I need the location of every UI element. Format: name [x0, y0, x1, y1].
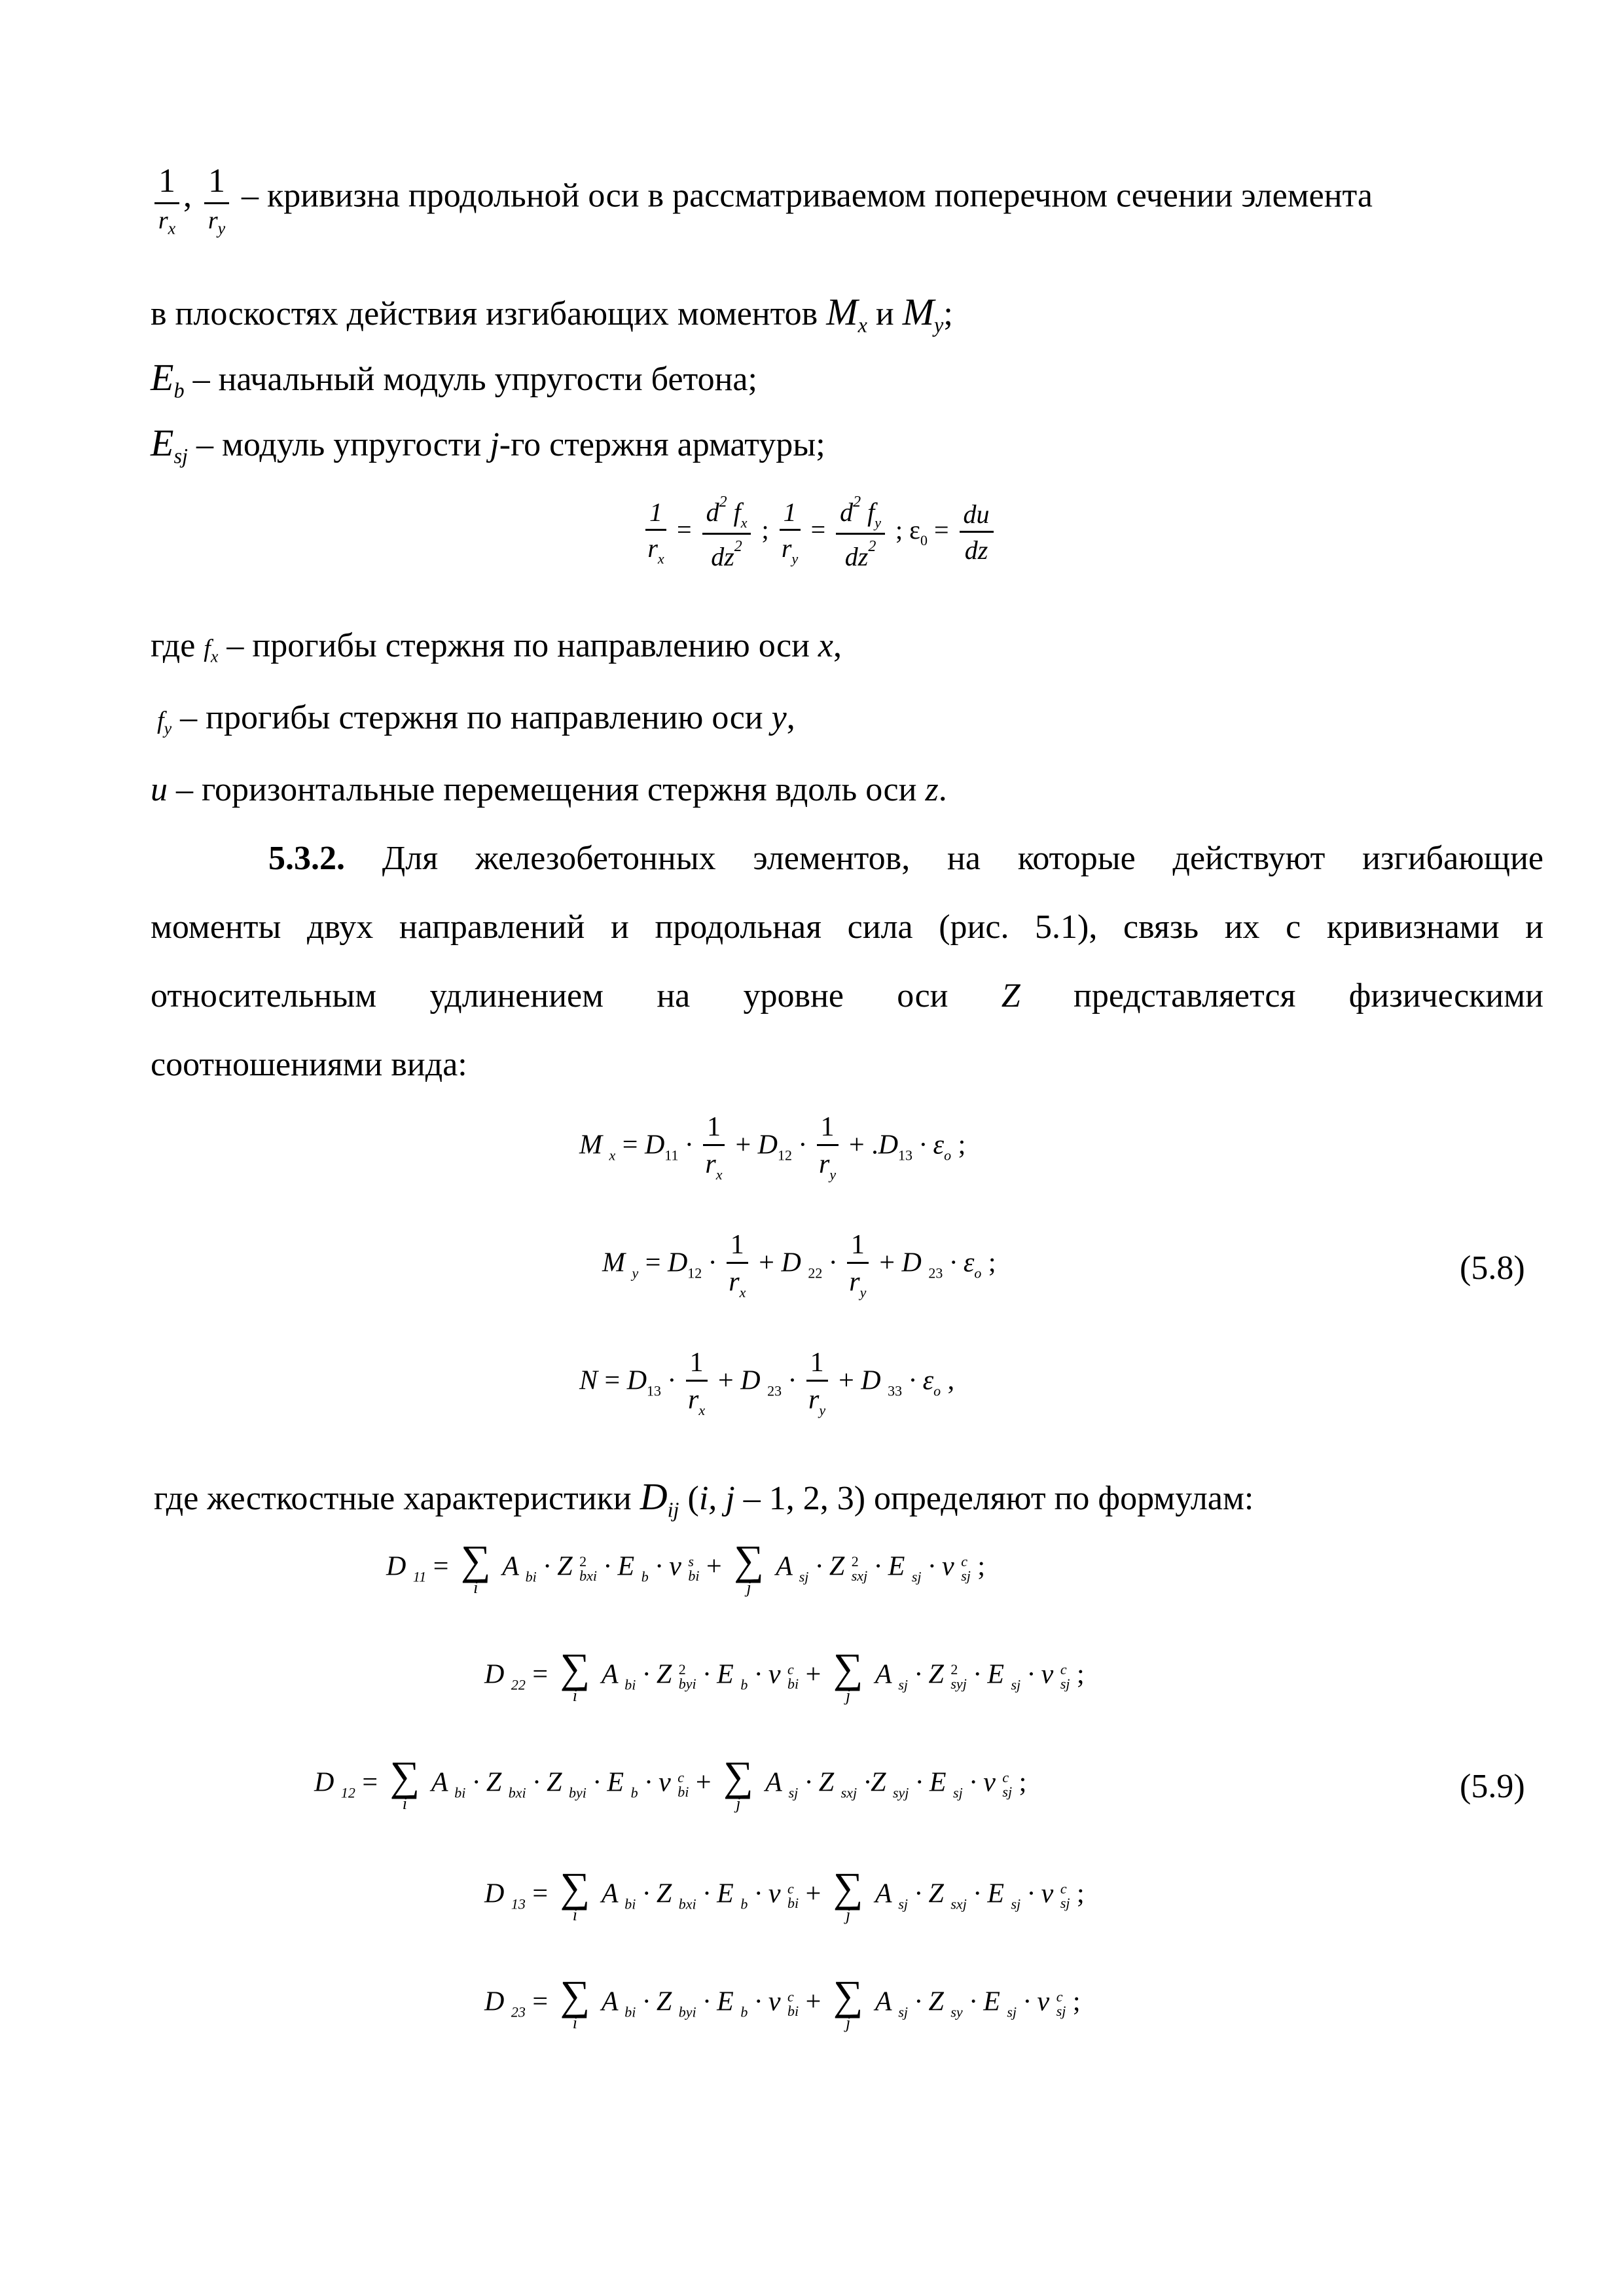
equation-number-5-9: (5.9) — [1460, 1768, 1525, 1805]
curvature-relations-formula: $\frac{1}{r_x}$ = $\frac{d^2 f_x}{dz^2}$ ; $\frac{1}{r_y}$ = $\frac{d^2 f_y}{dz^2}$ ; $\varepsilon_0$ = $\frac{du}{dz}$ — [641, 494, 998, 571]
esj-definition-line: $E_{sj}$ – модуль упругости j-го стержня арматуры; — [151, 422, 825, 468]
paragraph-line-3: относительным удлинением на уровне оси Z представляется физическими — [151, 977, 1543, 1014]
paragraph-line-2: моменты двух направлений и продольная сила (рис. 5.1), связь их с кривизнами и — [151, 908, 1543, 946]
equation-d22: D $_{22}$ = ∑ i A $_{bi}$ · Z 2 byi · E $_b$ · ν c bi + ∑ j A $_{sj}$ · Z 2 syj · E $_{sj}$ · ν c sj ; — [484, 1645, 1085, 1705]
equation-d12: D $_{12}$ = ∑ i A $_{bi}$ · Z $_{bxi}$ · Z $_{byi}$ · E $_b$ · ν c bi + ∑ j A $_{sj}$ · Z $_{sxj}$ ·Z $_{syj}$ · E $_{sj}$ · ν c sj ; — [314, 1753, 1027, 1813]
equation-my: M $_y = D_{12}$ · $\frac{1}{r_x}$ + D $_{22}$ · $\frac{1}{r_y}$ + D $_{23} \cdot \varepsilon_o$ ; — [602, 1230, 996, 1301]
fy-definition-line: $f_y$ – прогибы стержня по направлению оси y, — [157, 699, 795, 738]
equation-n: $N = D_{13}$ · $\frac{1}{r_x}$ + D $_{23}$ · $\frac{1}{r_y}$ + D $_{33} \cdot \varepsilon_o$ , — [579, 1348, 955, 1419]
fx-definition-line: где $f_x$ – прогибы стержня по направлению оси x, — [151, 627, 842, 666]
paragraph-line-1: 5.3.2. Для железобетонных элементов, на которые действуют изгибающие — [268, 840, 1543, 877]
stiffness-intro-line: где жесткостные характеристики $D_{ij}$ (i, j – 1, 2, 3) определяют по формулам: — [154, 1475, 1254, 1522]
curvature-text: – кривизна продольной оси в рассматриваемом поперечном сечении элемента — [242, 177, 1373, 215]
fraction-one-over-ry: $\frac{1}{r_y}$ — [204, 164, 229, 234]
curvature-definition-line: $\frac{1}{r_x}$ , $\frac{1}{r_y}$ – кривизна продольной оси в рассматриваемом поперечном сечении элемента — [151, 164, 1373, 234]
equation-d23: D $_{23}$ = ∑ i A $_{bi}$ · Z $_{byi}$ · E $_b$ · ν c bi + ∑ j A $_{sj}$ · Z $_{sy}$ · E $_{sj}$ · ν c sj ; — [484, 1972, 1081, 2032]
planes-line: в плоскостях действия изгибающих моментов $M_x$ и $M_y$; — [151, 291, 953, 337]
equation-mx: M $_x = D_{11}$ · $\frac{1}{r_x}$ + $D_{12}$ · $\frac{1}{r_y}$ + $.D_{13} \cdot \varepsilon_o$ ; — [579, 1112, 966, 1183]
eb-definition-line: $E_b$ – начальный модуль упругости бетона; — [151, 356, 757, 403]
paragraph-line-4: соотношениями вида: — [151, 1046, 467, 1083]
u-definition-line: u – горизонтальные перемещения стержня вдоль оси z. — [151, 771, 947, 808]
equation-number-5-8: (5.8) — [1460, 1249, 1525, 1287]
equation-d11: D $_{11}$ = ∑ i A $_{bi}$ · Z 2 bxi · E $_b$ · ν s bi + ∑ j A $_{sj}$ · Z 2 sxj · E $_{sj}$ · ν c sj ; — [386, 1537, 986, 1597]
fraction-one-over-rx: $\frac{1}{r_x}$ — [154, 164, 179, 234]
equation-d13: D $_{13}$ = ∑ i A $_{bi}$ · Z $_{bxi}$ · E $_b$ · ν c bi + ∑ j A $_{sj}$ · Z $_{sxj}$ · E $_{sj}$ · ν c sj ; — [484, 1864, 1085, 1924]
